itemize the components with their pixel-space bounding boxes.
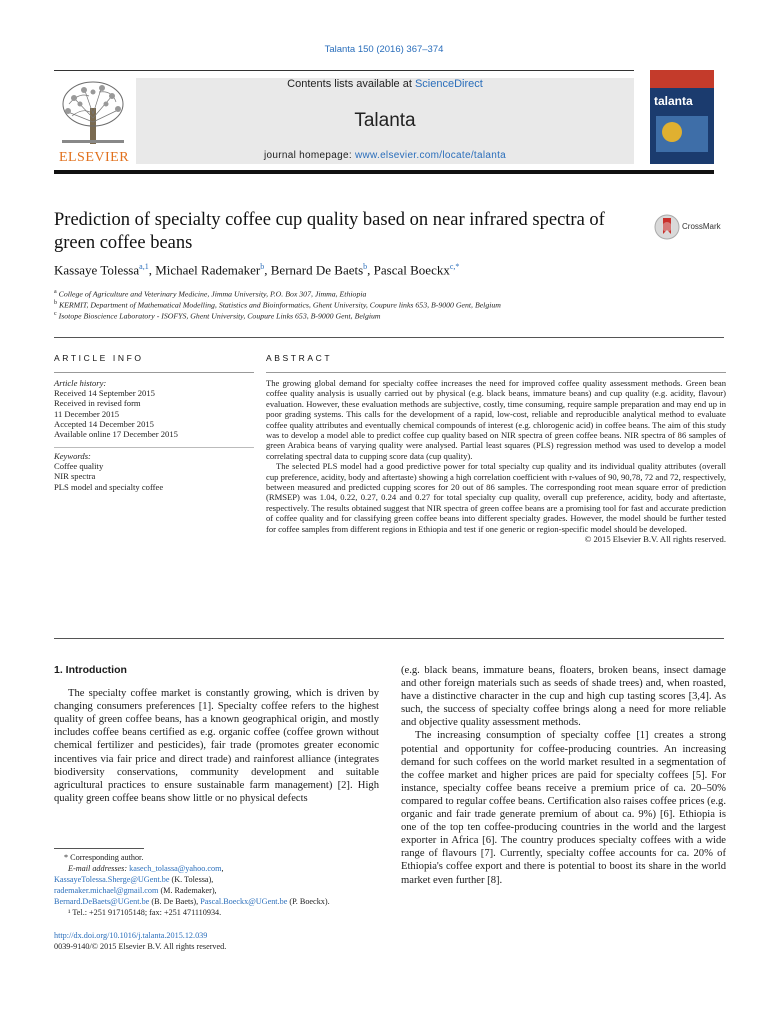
author-affiliation-mark[interactable]: a,1 (139, 262, 149, 271)
author-list: Kassaye Tolessa$^{a,1}$, Michael Rademaker$^b$, Bernard De Baets$^b$, Pascal Boeckx$^{c,*}$ (54, 262, 460, 278)
abstract-text (266, 378, 726, 545)
cover-title: talanta (654, 94, 693, 108)
body-paragraph: The specialty coffee market is constantly growing, which is driven by changing consumers preferences [1]. Specialty coffee refers to the highest quality of green coffee beans, has a known geographical origin, and mostly includes coffee beans certified as e.g. organic coffee (coffee grown without chemical fertilizer and pesticides), fair trade (promotes greater economic incentives via fair price and direct trade) and rainforest alliance (integrates biodiversity conservations, community development and suitable agricultural practices to ensure sustainable farm management) [2]. High quality green coffee beans show little or no physical defects (54, 688, 379, 804)
article-history (54, 378, 254, 439)
article-title: Prediction of specialty coffee cup quality based on near infrared spectra of green coffee beans (54, 210, 605, 253)
journal-reference[interactable]: Talanta 150 (2016) 367–374 (324, 44, 444, 55)
email-link[interactable]: Bernard.DeBaets@UGent.be (54, 897, 150, 906)
abstract-heading: ABSTRACT (266, 353, 333, 363)
author-affiliation-mark[interactable]: b (363, 262, 368, 271)
section-heading-introduction: 1. Introduction (54, 664, 127, 676)
tel-note: ¹ Tel.: +251 917105148; fax: +251 471110934. (68, 908, 222, 917)
abstract-paragraph: The selected PLS model had a good predictive power for total specialty cup quality and its individual quality attributes (overall cup preference, acidity, body and aftertaste) showing a high correlation coefficient with r-values of 90, 90,78, 72 and 72, respectively, between measured and predicted cupping scores for 20 out of 86 samples. The corresponding root mean square error of prediction (RMSEP) was 1.04, 0.22, 0.27, 0.24 and 0.27 for total specialty cup quality, overall cup preference, acidity, body and aftertaste, respectively. The results obtained suggest that NIR spectra of green coffee beans are a promising tool for fast and accurate prediction of coffee quality and for classifying green coffee beans into different specialty grades. However, the model should be further tested for coffee samples from different regions in Ethiopia and test if one generic or region-specific model should be developed. (266, 461, 726, 534)
email-link[interactable]: kasech_tolassa@yahoo.com (129, 864, 222, 873)
body-column-right (401, 664, 726, 887)
abstract-rule (266, 372, 726, 373)
affiliation: $^b$ KERMIT, Department of Mathematical Modelling, Statistics and Bioinformatics, Ghent University, Coupure links 653, B-9000 Gent, Belgium (54, 300, 501, 310)
article-info-heading: ARTICLE INFO (54, 353, 144, 363)
footnote-rule (54, 848, 144, 849)
header-thick-rule (54, 170, 714, 174)
history-entry: Available online 17 December 2015 (54, 429, 178, 440)
journal-cover-thumbnail[interactable] (650, 70, 714, 164)
history-label: Article history: (54, 378, 107, 388)
journal-title: Talanta (354, 110, 416, 131)
keywords-rule (54, 447, 254, 448)
header-top-rule (54, 70, 634, 71)
keyword: NIR spectra (54, 471, 96, 482)
doi-link[interactable]: http://dx.doi.org/10.1016/j.talanta.2015.12.039 (54, 931, 208, 940)
author-name[interactable]: Kassaye Tolessa (54, 262, 140, 278)
author-affiliation-mark[interactable]: b (260, 262, 265, 271)
keyword: PLS model and specialty coffee (54, 481, 164, 492)
crossmark-label: CrossMark (682, 222, 721, 231)
elsevier-wordmark: ELSEVIER (58, 150, 130, 165)
history-entry: 11 December 2015 (54, 408, 120, 419)
journal-homepage-link[interactable]: www.elsevier.com/locate/talanta (354, 150, 507, 161)
abstract-copyright: © 2015 Elsevier B.V. All rights reserved. (584, 534, 726, 545)
affiliation: $^c$ Isotope Bioscience Laboratory - ISOFYS, Ghent University, Coupure Links 653, B-9000 Gent, Belgium (54, 311, 381, 321)
history-entry: Accepted 14 December 2015 (54, 418, 154, 429)
keywords-block (54, 451, 254, 492)
section-rule (54, 638, 724, 639)
crossmark-badge[interactable] (654, 212, 734, 242)
sciencedirect-link[interactable]: ScienceDirect (414, 78, 483, 90)
issn-copyright: 0039-9140/© 2015 Elsevier B.V. All rights reserved. (54, 942, 227, 951)
contents-available-line: Contents lists available at ScienceDirect (287, 78, 483, 90)
journal-homepage-line: journal homepage: www.elsevier.com/locate/talanta (263, 150, 507, 161)
crossmark-icon (654, 212, 680, 242)
email-link[interactable]: KassayeTolessa.Sherge@UGent.be (54, 875, 170, 884)
corresponding-author-note: * Corresponding author. (64, 853, 144, 862)
body-paragraph: The increasing consumption of specialty coffee [1] creates a strong potential and opportunity for coffee-producing countries. An increasing demand for such coffees on the world market resulted in a segmentation of the coffee market and higher prices are paid for specialty coffees [5]. For instance, specialty coffee beans receive a premium price of ca. 20–50% compared to regular coffee beans. Certification also raises coffee prices (e.g. organic and fair trade generate premium of about ca. 9%) [6]. Ethiopia is one of the top ten coffee-producing countries in the world and the largest exporter in Africa [6]. The country produces specialty coffees with a wide range of flavours [7]. Currently, specialty coffee accounts for ca. 20% of Ethiopia's coffee export and there is potential to boost its share in the world market even further [8]. (401, 730, 726, 886)
author-name[interactable]: Pascal Boeckx (373, 262, 450, 278)
keyword: Coffee quality (54, 461, 104, 472)
email-link[interactable]: rademaker.michael@gmail.com (54, 886, 159, 895)
keywords-label: Keywords: (54, 451, 91, 461)
section-rule (54, 337, 724, 338)
email-link[interactable]: Pascal.Boeckx@UGent.be (200, 897, 288, 906)
abstract-paragraph: The growing global demand for specialty coffee increases the need for improved coffee quality assessment methods. Green bean coffee quality analysis is usually carried out by physical (e.g. black beans, immature beans) and cup quality (e.g. acidity, flavour) evaluation. However, these evaluation methods are subjective, costly, time consuming, require sample preparation and may end up in poor grading systems. This calls for the development of a rapid, low-cost, reliable and reproducible analytical method to evaluate coffee quality attributes and eventually chemical compounds of interest (e.g. chlorogenic acid) in coffee beans. The aim of this study was to develop a model able to predict coffee cup quality based on NIR spectra of green coffee beans. NIR spectra of 86 samples of green Arabica beans of varying quality were analysed. Partial least squares (PLS) regression method was used to develop a model correlating spectral data to cupping score data (cup quality). (266, 378, 726, 461)
doi-block (54, 930, 384, 952)
article-info-rule (54, 372, 254, 373)
author-name[interactable]: Michael Rademaker (155, 262, 261, 278)
history-entry: Received in revised form (54, 398, 141, 409)
history-entry: Received 14 September 2015 (54, 388, 155, 399)
footnotes: * Corresponding author. E-mail addresses: kasech_tolassa@yahoo.com, KassayeTolessa.Sherge@UGent.be (K. Tolessa), rademaker.michael@gmail.com (M. Rademaker), Bernard.DeBaets@UGent.be (B. De Baets), Pascal.Boeckx@UGent.be (P. Boeckx). ¹ Tel.: +251 917105148; fax: +251 471110934. (54, 852, 384, 918)
author-affiliation-mark[interactable]: c,* (449, 262, 460, 271)
body-column-left (54, 664, 379, 805)
body-paragraph: (e.g. black beans, immature beans, floaters, broken beans, insect damage and other foreign materials such as seeds of shade trees) and, when roasted, have a distinctive character in the cup and high cup tasting scores [3,4]. As such, the success of specialty coffee brings along a need for more reliable and objective quality assessment methods. (401, 665, 726, 729)
author-name[interactable]: Bernard De Baets (270, 262, 364, 278)
affiliation: $^a$ College of Agriculture and Veterinary Medicine, Jimma University, P.O. Box 307, Jimma, Ethiopia (54, 289, 367, 299)
email-label: E-mail addresses: (68, 864, 128, 873)
